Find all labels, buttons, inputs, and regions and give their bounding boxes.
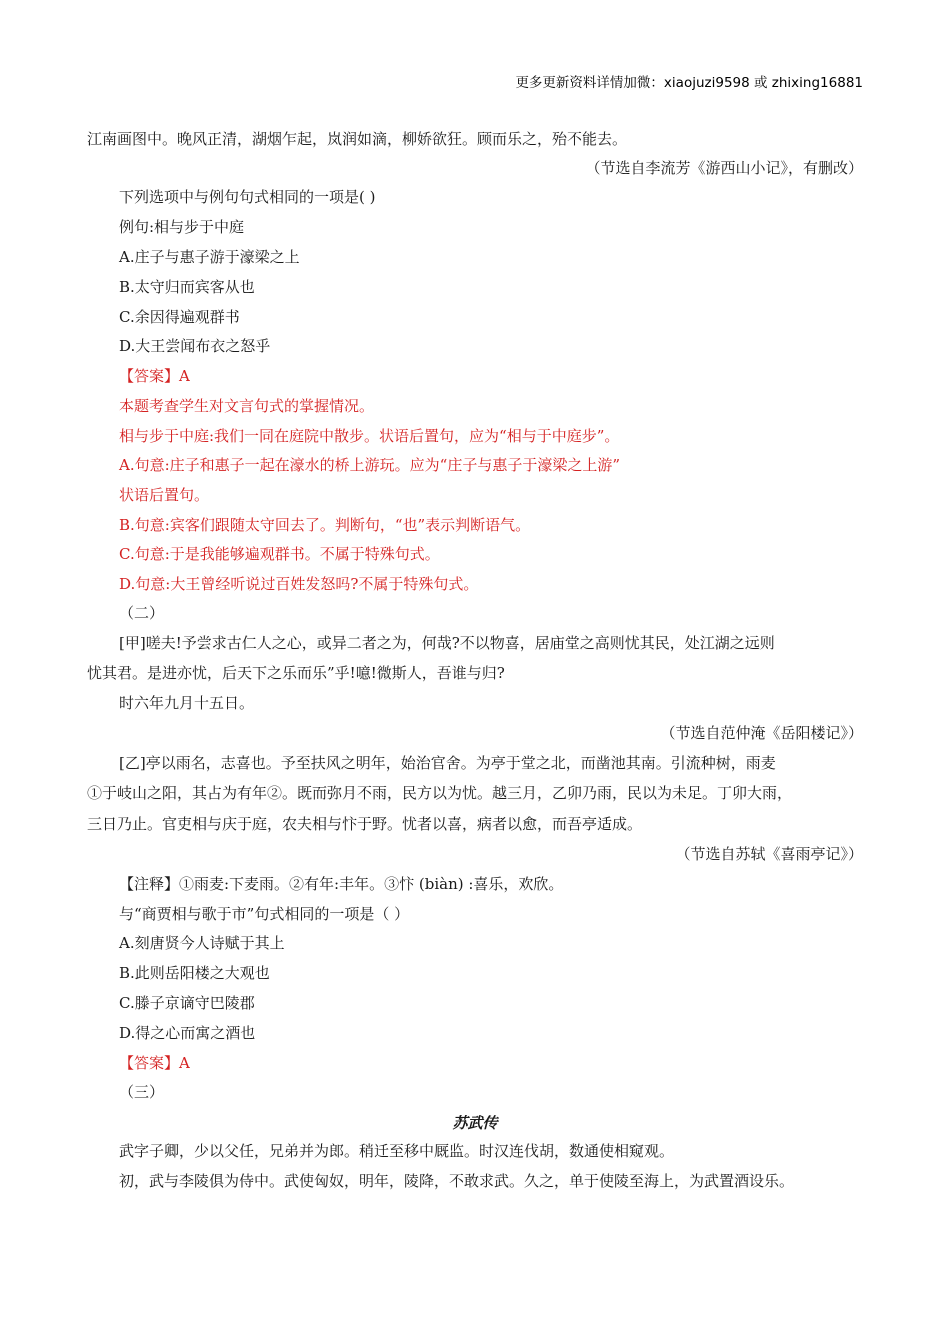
- explanation-line: 相与步于中庭:我们一同在庭院中散步。状语后置句，应为“相与于中庭步”。: [119, 427, 620, 445]
- explanation-line: B.句意:宾客们跟随太守回去了。判断句，“也”表示判断语气。: [119, 516, 531, 534]
- option-b: B.此则岳阳楼之大观也: [119, 964, 270, 982]
- source-citation: （节选自苏轼《喜雨亭记》）: [675, 845, 863, 863]
- passage-line: 江南画图中。晚风正清，湖烟乍起，岚润如滴，柳娇欲狂。顾而乐之，殆不能去。: [87, 130, 628, 148]
- option-a: A.刻唐贤今人诗赋于其上: [119, 934, 285, 952]
- explanation-line: D.句意:大王曾经听说过百姓发怒吗?不属于特殊句式。: [119, 575, 479, 593]
- source-citation: （节选自李流芳《游西山小记》，有删改）: [585, 159, 863, 177]
- passage-line: [甲]嗟夫!予尝求古仁人之心，或异二者之为，何哉?不以物喜，居庙堂之高则忧其民，处江湖之远则: [119, 634, 775, 652]
- explanation-line: 状语后置句。: [119, 486, 210, 504]
- option-c: C.余因得遍观群书: [119, 308, 240, 326]
- annotation-note: 【注释】①雨麦:下麦雨。②有年:丰年。③忭 (biàn) :喜乐，欢欣。: [119, 875, 564, 893]
- passage-line: 武字子卿，少以父任，兄弟并为郎。稍迁至移中厩监。时汉连伐胡，数通使相窥观。: [119, 1142, 675, 1160]
- question-stem: 下列选项中与例句句式相同的一项是( ): [119, 188, 376, 206]
- option-a: A.庄子与惠子游于濠梁之上: [119, 248, 300, 266]
- section-title: 苏武传: [452, 1114, 498, 1132]
- option-d: D.大王尝闻布衣之怒乎: [119, 337, 271, 355]
- option-c: C.滕子京谪守巴陵郡: [119, 994, 255, 1012]
- explanation-line: C.句意:于是我能够遍观群书。不属于特殊句式。: [119, 545, 440, 563]
- option-b: B.太守归而宾客从也: [119, 278, 255, 296]
- option-d: D.得之心而寓之酒也: [119, 1024, 256, 1042]
- page-header: 更多更新资料详情加微：xiaojuzi9598 或 zhixing16881: [515, 75, 863, 91]
- section-number: （二）: [119, 604, 165, 622]
- passage-line: 时六年九月十五日。: [119, 694, 255, 712]
- source-citation: （节选自范仲淹《岳阳楼记》）: [660, 724, 863, 742]
- passage-line: [乙]亭以雨名，志喜也。予至扶风之明年，始治官舍。为亭于堂之北，而凿池其南。引流种树，雨麦: [119, 754, 776, 772]
- passage-line: ①于岐山之阳，其占为有年②。既而弥月不雨，民方以为忧。越三月，乙卯乃雨，民以为未足。丁卯大雨，: [87, 784, 793, 802]
- explanation-line: 本题考查学生对文言句式的掌握情况。: [119, 397, 375, 415]
- section-number: （三）: [119, 1083, 165, 1101]
- passage-line: 初，武与李陵俱为侍中。武使匈奴，明年，陵降，不敢求武。久之，单于使陵至海上，为武置酒设乐。: [119, 1172, 795, 1190]
- question-stem: 与“商贾相与歌于市”句式相同的一项是（ ）: [119, 905, 410, 923]
- example-sentence: 例句:相与步于中庭: [119, 218, 245, 236]
- passage-line: 三日乃止。官吏相与庆于庭，农夫相与忭于野。忧者以喜，病者以愈，而吾亭适成。: [87, 815, 643, 833]
- answer-label: 【答案】A: [119, 367, 190, 385]
- passage-line: 忧其君。是进亦忧，后天下之乐而乐”乎!噫!微斯人，吾谁与归?: [87, 664, 505, 682]
- answer-label: 【答案】A: [119, 1054, 190, 1072]
- explanation-line: A.句意:庄子和惠子一起在濠水的桥上游玩。应为“庄子与惠子于濠梁之上游”: [119, 456, 620, 474]
